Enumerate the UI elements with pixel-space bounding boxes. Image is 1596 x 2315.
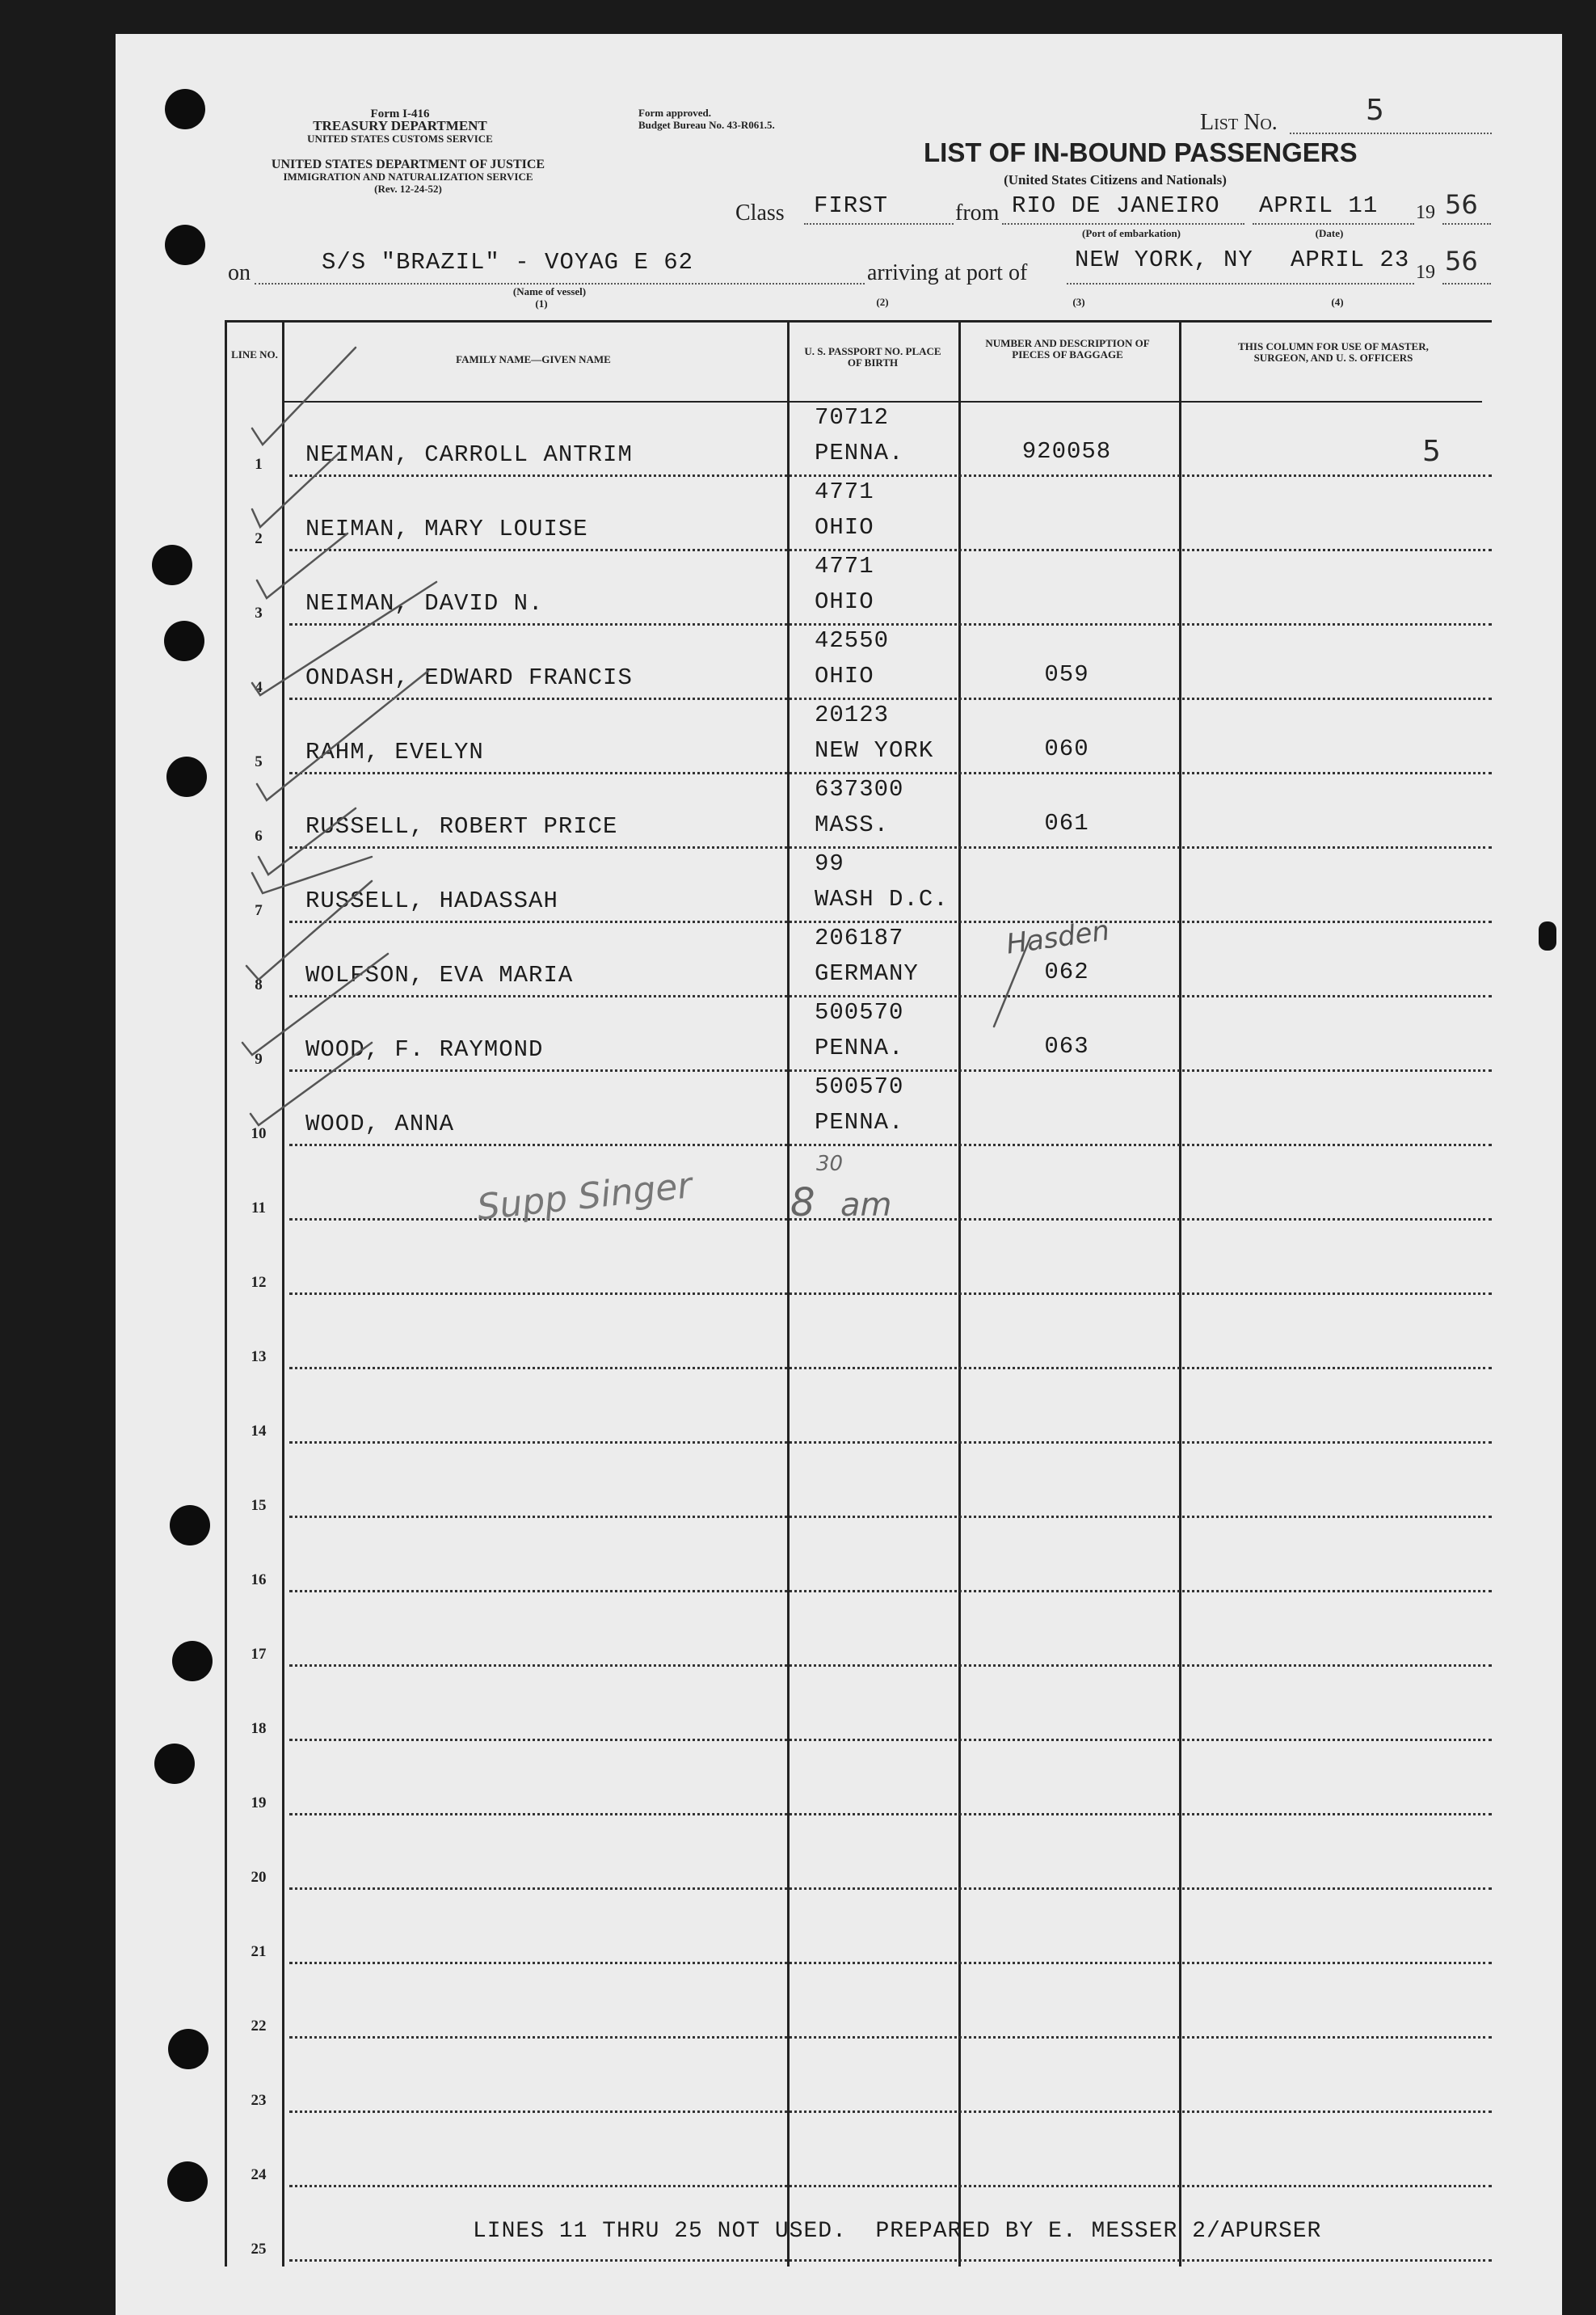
row-divider xyxy=(289,1441,1492,1444)
form-approved: Form approved. xyxy=(638,107,712,119)
place-of-birth: OHIO xyxy=(815,663,874,689)
row-divider xyxy=(289,2110,1492,2113)
handwritten-signature: Supp Singer xyxy=(475,1165,694,1229)
baggage-number: 062 xyxy=(1044,959,1089,985)
line-number: 13 xyxy=(251,1348,267,1365)
class-value: FIRST xyxy=(814,192,889,219)
place-of-birth: PENNA. xyxy=(815,1035,904,1061)
passenger-name: NEIMAN, CARROLL ANTRIM xyxy=(305,441,633,468)
vessel-name: S/S "BRAZIL" - VOYAG E 62 xyxy=(322,249,694,276)
baggage-number: 920058 xyxy=(1021,438,1112,465)
column-1-number: (1) xyxy=(535,297,548,310)
place-of-birth: OHIO xyxy=(815,514,874,541)
vessel-caption: (Name of vessel) xyxy=(512,285,587,297)
footer-note: LINES 11 THRU 25 NOT USED. PREPARED BY E. MESSER 2/APURSER xyxy=(473,2219,1322,2244)
row-divider xyxy=(289,698,1492,700)
binder-hole xyxy=(165,89,205,129)
handwritten-time-unit: am xyxy=(840,1187,892,1224)
binder-hole xyxy=(152,545,192,585)
line-number: 4 xyxy=(255,679,263,696)
line-number: 19 xyxy=(251,1794,267,1811)
class-label: Class xyxy=(735,200,785,226)
column-header-line-no: LINE NO. xyxy=(231,348,278,361)
row-divider xyxy=(289,1813,1492,1815)
treasury-department: TREASURY DEPARTMENT xyxy=(313,118,487,133)
row-divider xyxy=(289,2036,1492,2039)
year-prefix: 19 xyxy=(1416,202,1435,223)
arrival-year: 56 xyxy=(1445,246,1478,276)
page-subtitle: (United States Citizens and Nationals) xyxy=(1004,172,1227,188)
line-number: 2 xyxy=(255,530,263,547)
place-of-birth: OHIO xyxy=(815,588,874,615)
line-number: 11 xyxy=(251,1200,266,1217)
place-of-birth: GERMANY xyxy=(815,960,919,987)
line-number: 6 xyxy=(255,828,263,845)
passenger-name: WOOD, ANNA xyxy=(305,1111,455,1137)
line-number: 18 xyxy=(251,1720,267,1737)
passport-number: 637300 xyxy=(815,776,904,803)
row-divider xyxy=(289,1144,1492,1146)
passport-number: 20123 xyxy=(815,702,890,728)
row-divider xyxy=(289,1962,1492,1964)
column-header-baggage: NUMBER AND DESCRIPTION OF PIECES OF BAGGAGE xyxy=(985,337,1150,361)
binder-hole xyxy=(154,1744,195,1784)
row-divider xyxy=(289,1887,1492,1890)
row-divider xyxy=(289,846,1492,849)
passenger-name: WOOD, F. RAYMOND xyxy=(305,1036,544,1063)
line-number: 22 xyxy=(251,2018,267,2035)
passport-number: 500570 xyxy=(815,1073,904,1100)
on-label: on xyxy=(228,260,251,285)
passenger-name: RUSSELL, ROBERT PRICE xyxy=(305,813,618,840)
ins-label: IMMIGRATION AND NATURALIZATION SERVICE xyxy=(283,171,533,183)
line-number: 14 xyxy=(251,1423,267,1440)
row-divider xyxy=(289,772,1492,774)
from-underline xyxy=(1002,223,1244,225)
revision: (Rev. 12-24-52) xyxy=(374,183,442,195)
baggage-number: 061 xyxy=(1044,810,1089,837)
form-number: Form I-416 xyxy=(370,108,430,120)
handwritten-baggage-note: Hasden xyxy=(1004,914,1112,961)
row-divider xyxy=(289,474,1492,477)
row-divider xyxy=(289,1069,1492,1072)
table-left-border xyxy=(225,320,227,2267)
row-divider xyxy=(289,549,1492,551)
place-of-birth: MASS. xyxy=(815,812,890,838)
arrival-port: NEW YORK, NY xyxy=(1075,247,1253,273)
line-number: 1 xyxy=(255,456,263,473)
justice-department: UNITED STATES DEPARTMENT OF JUSTICE xyxy=(271,158,545,171)
line-number: 9 xyxy=(255,1051,263,1068)
column-3-number: (3) xyxy=(1072,296,1085,308)
place-of-birth: NEW YORK xyxy=(815,737,934,764)
baggage-number: 059 xyxy=(1044,661,1089,688)
list-no-label: List No. xyxy=(1200,110,1278,135)
binder-hole xyxy=(164,621,204,661)
binder-clip xyxy=(1539,921,1556,951)
date-caption: (Date) xyxy=(1315,227,1344,239)
line-number: 3 xyxy=(255,605,263,622)
row-divider xyxy=(289,2259,1492,2262)
embarkation-year: 56 xyxy=(1445,189,1478,220)
line-number: 10 xyxy=(251,1125,267,1142)
list-no-underline xyxy=(1290,133,1492,134)
binder-hole xyxy=(168,2029,208,2069)
place-of-birth: PENNA. xyxy=(815,440,904,466)
line-number: 7 xyxy=(255,902,263,919)
table-top-border xyxy=(225,320,1492,323)
customs-service: UNITED STATES CUSTOMS SERVICE xyxy=(307,133,493,145)
baggage-number: 063 xyxy=(1044,1033,1089,1060)
port-caption: (Port of embarkation) xyxy=(1081,227,1181,239)
column-2-number: (2) xyxy=(876,296,889,308)
page-title: LIST OF IN-BOUND PASSENGERS xyxy=(924,137,1358,167)
passport-number: 206187 xyxy=(815,925,904,951)
class-underline xyxy=(804,223,954,225)
binder-hole xyxy=(166,757,207,797)
passport-number: 4771 xyxy=(815,479,874,505)
budget-bureau: Budget Bureau No. 43-R061.5. xyxy=(638,119,775,131)
line-number: 20 xyxy=(251,1869,267,1886)
arrival-underline xyxy=(1067,283,1414,285)
row-divider xyxy=(289,921,1492,923)
place-of-birth: PENNA. xyxy=(815,1109,904,1136)
embarkation-port: RIO DE JANEIRO xyxy=(1012,192,1220,219)
passenger-name: NEIMAN, MARY LOUISE xyxy=(305,516,588,542)
officer-note: 5 xyxy=(1422,435,1441,468)
line-number: 12 xyxy=(251,1274,267,1291)
row-divider xyxy=(289,995,1492,997)
line-number: 16 xyxy=(251,1571,267,1588)
passport-number: 500570 xyxy=(815,999,904,1026)
line-number: 17 xyxy=(251,1646,267,1663)
binder-hole xyxy=(167,2161,208,2202)
line-number: 21 xyxy=(251,1943,267,1960)
line-number: 24 xyxy=(251,2166,267,2183)
passenger-name: RAHM, EVELYN xyxy=(305,739,484,765)
embarkation-date: APRIL 11 xyxy=(1259,192,1379,219)
row-divider xyxy=(289,1367,1492,1369)
passenger-name: WOLFSON, EVA MARIA xyxy=(305,962,574,989)
column-4-number: (4) xyxy=(1331,296,1344,308)
line-number: 25 xyxy=(251,2241,267,2258)
passport-number: 42550 xyxy=(815,627,890,654)
passenger-name: ONDASH, EDWARD FRANCIS xyxy=(305,664,633,691)
line-number: 5 xyxy=(255,753,263,770)
column-header-officers: THIS COLUMN FOR USE OF MASTER, SURGEON, AND U. S. OFFICERS xyxy=(1238,340,1429,364)
row-divider xyxy=(289,1292,1492,1295)
binder-hole xyxy=(165,225,205,265)
arrival-year-underline xyxy=(1442,283,1491,285)
binder-hole xyxy=(170,1505,210,1545)
date-underline xyxy=(1253,223,1414,225)
list-no-value: 5 xyxy=(1366,94,1384,127)
place-of-birth: WASH D.C. xyxy=(815,886,949,913)
line-number: 23 xyxy=(251,2092,267,2109)
column-header-passport: U. S. PASSPORT NO. PLACE OF BIRTH xyxy=(804,345,941,369)
column-header-name: FAMILY NAME—GIVEN NAME xyxy=(456,353,611,365)
baggage-number: 060 xyxy=(1044,736,1089,762)
passport-number: 70712 xyxy=(815,404,890,431)
from-label: from xyxy=(955,200,1000,226)
header-divider xyxy=(282,401,1482,403)
handwritten-time-minutes: 30 xyxy=(816,1152,844,1176)
handwritten-time: 8 xyxy=(790,1180,815,1225)
row-divider xyxy=(289,2185,1492,2187)
row-divider xyxy=(289,1664,1492,1667)
year-prefix-2: 19 xyxy=(1416,262,1435,283)
year-underline xyxy=(1442,223,1491,225)
passport-number: 99 xyxy=(815,850,844,877)
row-divider xyxy=(289,1590,1492,1592)
passenger-name: NEIMAN, DAVID N. xyxy=(305,590,544,617)
passenger-name: RUSSELL, HADASSAH xyxy=(305,888,558,914)
passport-number: 4771 xyxy=(815,553,874,580)
row-divider xyxy=(289,1516,1492,1518)
arrival-date: APRIL 23 xyxy=(1291,247,1410,273)
line-number: 15 xyxy=(251,1497,267,1514)
row-divider xyxy=(289,1739,1492,1741)
line-number: 8 xyxy=(255,976,263,993)
arriving-label: arriving at port of xyxy=(867,260,1028,285)
vessel-underline xyxy=(255,283,865,285)
row-divider xyxy=(289,623,1492,626)
binder-hole xyxy=(172,1641,213,1681)
